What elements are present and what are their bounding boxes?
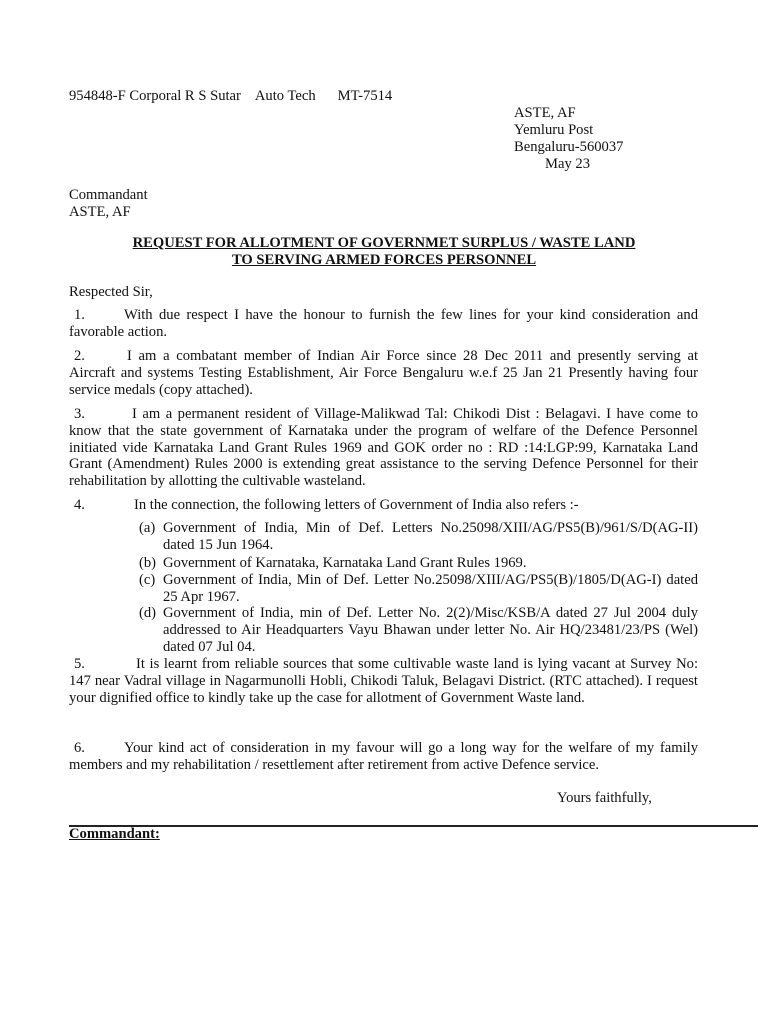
reference-item-c xyxy=(139,572,698,606)
paragraph-4-text: In the connection, the following letters of Government of India also refers :- xyxy=(134,497,579,513)
reference-text: Government of India, Min of Def. Letter No.25098/XIII/AG/PS5(B)/1805/D(AG-I) dated 25 Apr 1967. xyxy=(163,572,698,605)
reference-letter: (b) xyxy=(139,555,157,571)
reference-letter: (a) xyxy=(139,520,156,536)
reference-item-a xyxy=(139,520,698,554)
reference-letter: (d) xyxy=(139,605,157,621)
paragraph-5-number: 5. xyxy=(74,656,85,672)
paragraph-2-text: I am a combatant member of Indian Air Force since 28 Dec 2011 and presently serving at Aircraft and systems Testing Establishment, Air Force Bengaluru w.e.f 25 Jan 21 Presently having four service medals (copy attached). xyxy=(69,348,698,398)
reference-item-d xyxy=(139,605,698,655)
reference-text: Government of Karnataka, Karnataka Land Grant Rules 1969. xyxy=(163,555,527,571)
paragraph-5 xyxy=(69,656,698,706)
paragraph-3-text: I am a permanent resident of Village-Malikwad Tal: Chikodi Dist : Belagavi. I have come to know that the state government of Karnataka under the program of welfare of the Defence Personnel initiated vide Karnataka Land Grant Rules 1969 and GOK order no : RD :14:LGP:99, Karnataka Land Grant (Amendment) Rules 2000 is extending great assistance to the serving Defence Personnel for their rehabilitation by allotting the cultivable wasteland. xyxy=(69,406,698,490)
signature-rule xyxy=(69,825,758,827)
address-line-2: Yemluru Post xyxy=(514,122,594,138)
paragraph-1 xyxy=(69,307,698,341)
paragraph-6-number: 6. xyxy=(74,740,85,756)
reference-text: Government of India, Min of Def. Letters No.25098/XIII/AG/PS5(B)/961/S/D(AG-II) dated 15 Jun 1964. xyxy=(163,520,698,553)
signature-label: Commandant: xyxy=(69,826,160,842)
salutation: Respected Sir, xyxy=(69,284,153,300)
paragraph-4-number: 4. xyxy=(74,497,85,513)
paragraph-1-text: With due respect I have the honour to furnish the few lines for your kind consideration and favorable action. xyxy=(69,307,698,340)
sender-section: Auto Tech xyxy=(254,88,316,104)
letter-date: May 23 xyxy=(545,156,590,172)
address-line-1: ASTE, AF xyxy=(514,105,576,121)
sender-line xyxy=(69,88,392,105)
reference-item-b xyxy=(139,555,698,572)
paragraph-5-text: It is learnt from reliable sources that some cultivable waste land is lying vacant at Survey No: 147 near Vadral village in Nagarmunolli Hobli, Chikodi Taluk, Belagavi District. (RTC attached). I request your dignified office to kindly take up the case for allotment of Government Waste land. xyxy=(69,656,698,706)
paragraph-3-number: 3. xyxy=(74,406,85,422)
sender-phone: MT-7514 xyxy=(337,88,393,104)
reference-letter: (c) xyxy=(139,572,156,588)
closing: Yours faithfully, xyxy=(557,790,652,806)
recipient-line-1: Commandant xyxy=(69,187,148,203)
reference-text: Government of India, min of Def. Letter No. 2(2)/Misc/KSB/A dated 27 Jul 2004 duly addressed to Air Headquarters Vayu Bhawan under letter No. Air HQ/23481/23/PS (Wel) dated 07 Jul 04. xyxy=(163,605,698,655)
paragraph-4 xyxy=(69,497,698,514)
paragraph-6 xyxy=(69,740,698,774)
subject-line-2: TO SERVING ARMED FORCES PERSONNEL xyxy=(231,252,537,268)
paragraph-1-number: 1. xyxy=(74,307,85,323)
paragraph-2-number: 2. xyxy=(74,348,85,364)
address-line-3: Bengaluru-560037 xyxy=(514,139,624,155)
paragraph-3 xyxy=(69,406,698,490)
subject-line-1: REQUEST FOR ALLOTMENT OF GOVERNMET SURPLUS / WASTE LAND xyxy=(132,235,636,251)
paragraph-6-text: Your kind act of consideration in my favour will go a long way for the welfare of my family members and my rehabilitation / resettlement after retirement from active Defence service. xyxy=(69,740,698,773)
recipient-line-2: ASTE, AF xyxy=(69,204,131,220)
paragraph-2 xyxy=(69,348,698,398)
sender-name: 954848-F Corporal R S Sutar xyxy=(69,88,241,104)
